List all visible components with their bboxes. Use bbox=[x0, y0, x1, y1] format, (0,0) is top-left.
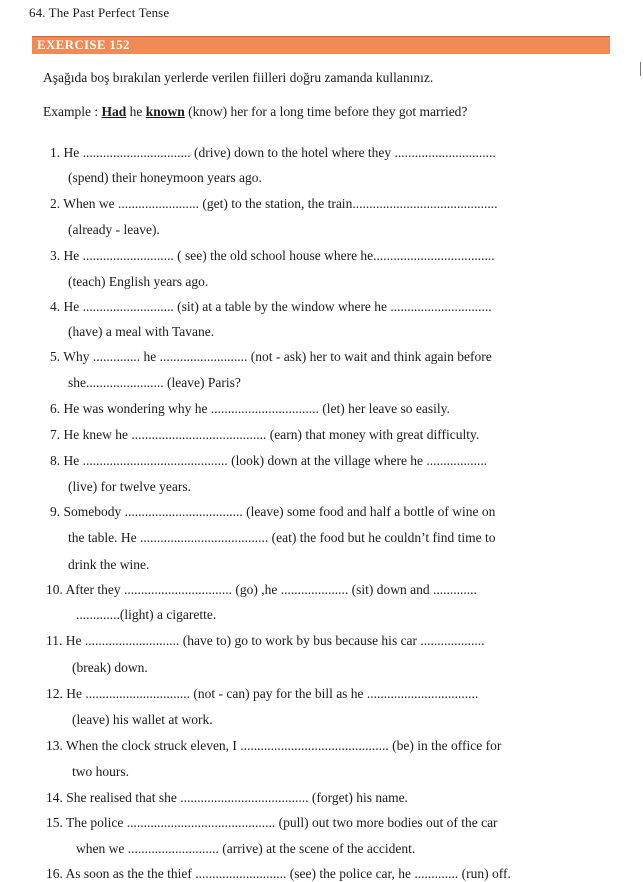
exercise-line: drink the wine. bbox=[68, 557, 150, 572]
instruction-text: Aşağıda boş bırakılan yerlerde verilen fiilleri doğru zamanda kullanınız. bbox=[43, 70, 434, 85]
exercise-line: two hours. bbox=[72, 764, 129, 779]
exercise-line: 4. He ........................... (sit) at a table by the window where he .............................. bbox=[50, 299, 492, 314]
exercise-line: 13. When the clock struck eleven, I ............................................ (be) in the office for bbox=[46, 738, 502, 753]
exercise-label: EXERCISE 152 bbox=[37, 37, 130, 52]
exercise-line: 7. He knew he ........................................ (earn) that money with great difficulty. bbox=[50, 427, 480, 442]
margin-mark bbox=[636, 62, 641, 76]
page-title: 64. The Past Perfect Tense bbox=[29, 5, 170, 20]
exercise-line: (break) down. bbox=[72, 660, 148, 675]
exercise-line: (spend) their honeymoon years ago. bbox=[68, 170, 262, 185]
exercise-line: she....................... (leave) Paris? bbox=[68, 375, 241, 390]
exercise-line: 11. He ............................ (have to) go to work by bus because his car ................... bbox=[46, 633, 485, 648]
exercise-line: (have) a meal with Tavane. bbox=[68, 324, 215, 339]
exercise-line: 2. When we ........................ (get) to the station, the train........................................... bbox=[50, 196, 498, 211]
exercise-line: .............(light) a cigarette. bbox=[76, 607, 217, 622]
exercise-line: the table. He ...................................... (eat) the food but he couldn’t find time to bbox=[68, 530, 496, 545]
exercise-line: 14. She realised that she ...................................... (forget) his name. bbox=[46, 790, 408, 805]
exercise-line: 3. He ........................... ( see) the old school house where he.................................... bbox=[50, 248, 495, 263]
exercise-line: 1. He ................................ (drive) down to the hotel where they .............................. bbox=[50, 145, 496, 160]
exercise-line: 8. He ........................................... (look) down at the village where he .................. bbox=[50, 453, 488, 468]
example-mid: he bbox=[126, 104, 146, 119]
exercise-line: (already - leave). bbox=[68, 222, 160, 237]
example-prefix: Example : bbox=[43, 104, 102, 119]
exercise-line: 5. Why .............. he .......................... (not - ask) her to wait and think again before bbox=[50, 349, 492, 364]
exercise-line: (leave) his wallet at work. bbox=[72, 712, 213, 727]
exercise-line: (live) for twelve years. bbox=[68, 479, 191, 494]
example-answer-verb: known bbox=[145, 104, 185, 119]
exercise-line: 6. He was wondering why he ................................ (let) her leave so easily. bbox=[50, 401, 450, 416]
exercise-line: 15. The police ............................................ (pull) out two more bodies out of the car bbox=[46, 815, 498, 830]
exercise-line: (teach) English years ago. bbox=[68, 274, 209, 289]
exercise-line: 9. Somebody ................................... (leave) some food and half a bottle of wine on bbox=[50, 504, 496, 519]
example-answer-aux: Had bbox=[101, 104, 127, 119]
exercise-banner bbox=[32, 36, 610, 54]
exercise-line: 16. As soon as the the thief ........................... (see) the police car, he ............. (run) off. bbox=[46, 866, 511, 881]
exercise-line: 12. He ............................... (not - can) pay for the bill as he ................................. bbox=[46, 686, 479, 701]
exercise-line: 10. After they ................................ (go) ,he .................... (sit) down and ............. bbox=[46, 582, 477, 597]
exercise-line: when we ........................... (arrive) at the scene of the accident. bbox=[76, 841, 416, 856]
example-suffix: (know) her for a long time before they got married? bbox=[184, 104, 468, 119]
example-sentence bbox=[43, 104, 467, 120]
